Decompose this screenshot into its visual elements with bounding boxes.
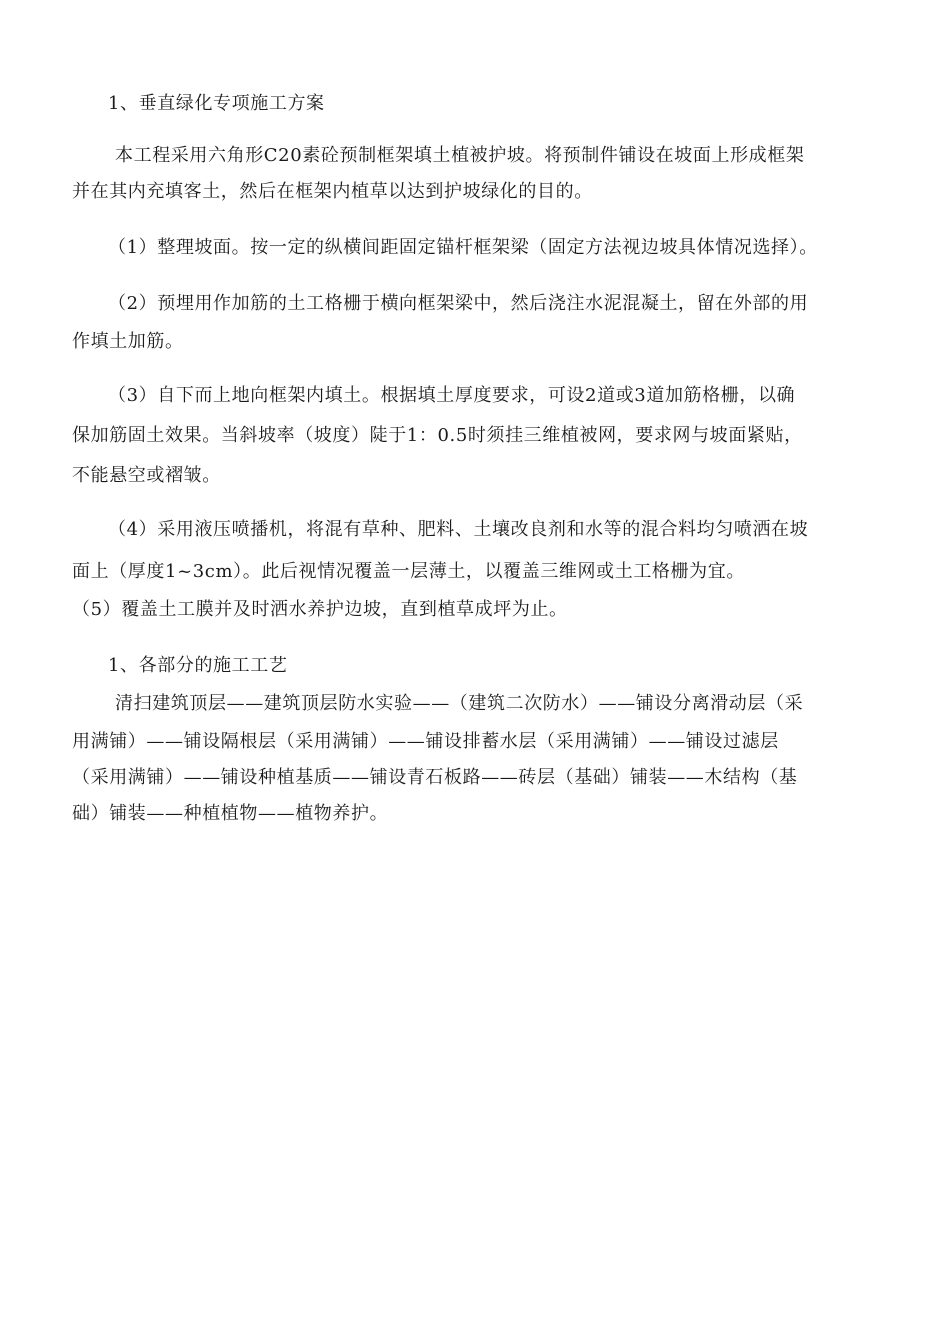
step3-line-2: 保加筋固土效果。当斜坡率（坡度）陡于1：0.5时须挂三维植被网，要求网与坡面紧贴， (72, 425, 803, 446)
process-line-3: （采用满铺）——铺设种植基质——铺设青石板路——砖层（基础）铺装——木结构（基 (72, 767, 798, 788)
intro-line-2: 并在其内充填客土，然后在框架内植草以达到护坡绿化的目的。 (72, 181, 593, 202)
step4-line-1: （4）采用液压喷播机，将混有草种、肥料、土壤改良剂和水等的混合料均匀喷洒在坡 (108, 519, 809, 540)
section1-heading: 1、垂直绿化专项施工方案 (108, 93, 325, 114)
step5-line-1: （5）覆盖土工膜并及时洒水养护边坡，直到植草成坪为止。 (72, 599, 568, 620)
step1-line-1: （1）整理坡面。按一定的纵横间距固定锚杆框架梁（固定方法视边坡具体情况选择）。 (108, 237, 818, 258)
process-line-1: 清扫建筑顶层——建筑顶层防水实验——（建筑二次防水）——铺设分离滑动层（采 (115, 693, 804, 714)
step4-line-2: 面上（厚度1~3cm）。此后视情况覆盖一层薄土，以覆盖三维网或土工格栅为宜。 (72, 561, 745, 582)
step2-line-2: 作填土加筋。 (72, 331, 184, 352)
step3-line-1: （3）自下而上地向框架内填土。根据填土厚度要求，可设2道或3道加筋格栅，以确 (108, 385, 796, 406)
process-line-4: 础）铺装——种植植物——植物养护。 (72, 803, 389, 824)
step2-line-1: （2）预埋用作加筋的土工格栅于横向框架梁中，然后浇注水泥混凝土，留在外部的用 (108, 293, 809, 314)
section2-heading: 1、各部分的施工工艺 (108, 655, 288, 676)
step3-line-3: 不能悬空或褶皱。 (72, 465, 221, 486)
process-line-2: 用满铺）——铺设隔根层（采用满铺）——铺设排蓄水层（采用满铺）——铺设过滤层 (72, 731, 779, 752)
intro-line-1: 本工程采用六角形C20素砼预制框架填土植被护坡。将预制件铺设在坡面上形成框架 (115, 145, 805, 166)
